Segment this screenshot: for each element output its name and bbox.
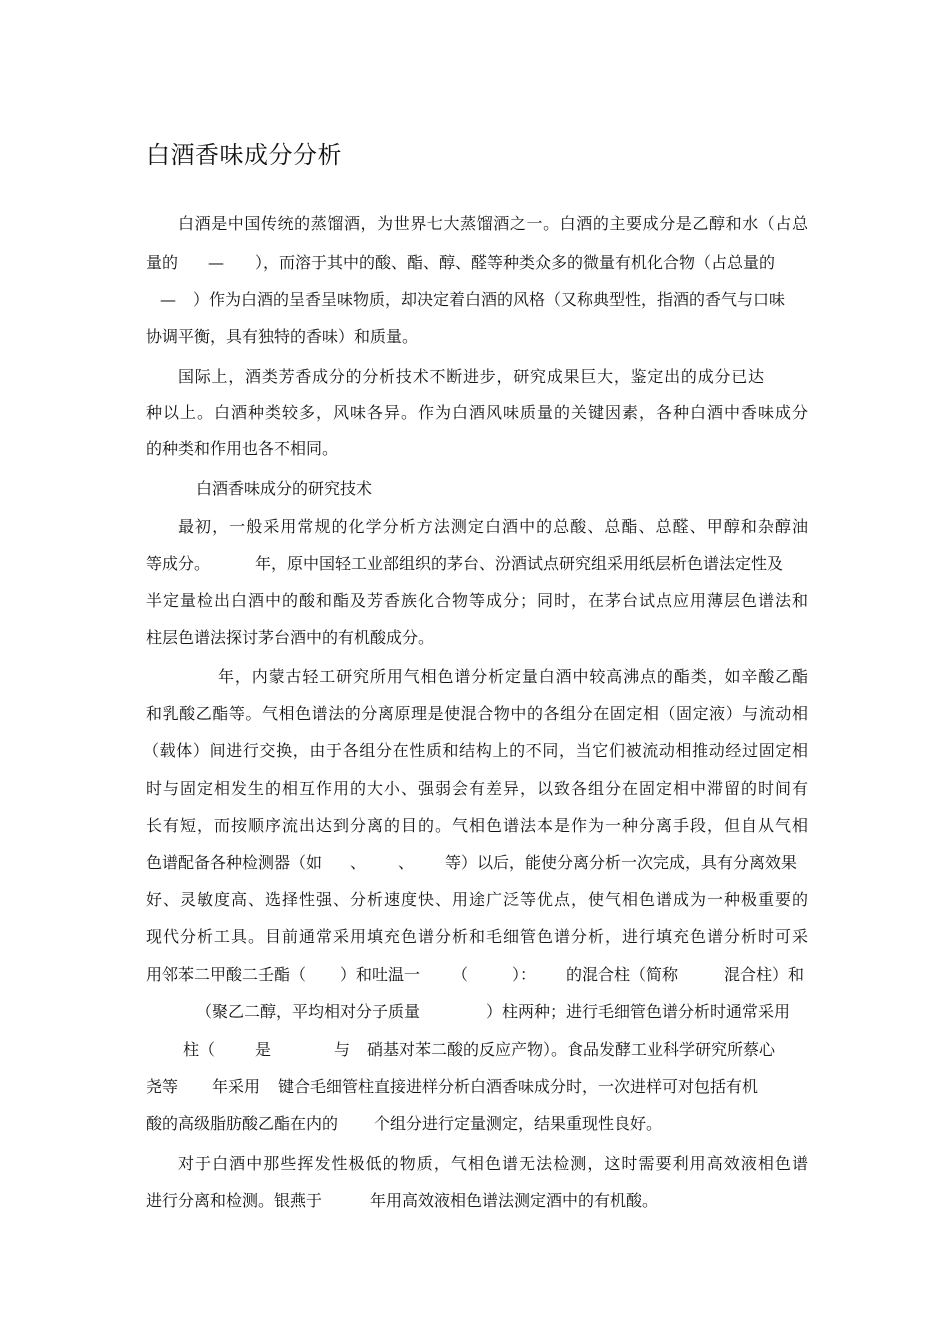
text-segment: 量的 bbox=[146, 253, 179, 272]
text-line: 最初，一般采用常规的化学分析方法测定白酒中的总酸、总酯、总醛、甲醇和杂醇油 bbox=[178, 517, 810, 536]
text-line: 对于白酒中那些挥发性极低的物质，气相色谱无法检测，这时需要利用高效液相色谱 bbox=[178, 1154, 810, 1173]
text-segment: 等成分。 bbox=[146, 554, 211, 573]
text-segment: 混合柱）和 bbox=[724, 965, 805, 984]
text-line: 半定量检出白酒中的酸和酯及芳香族化合物等成分；同时，在茅台试点应用薄层色谱法和 bbox=[146, 591, 809, 610]
text-segment: 年采用 bbox=[212, 1077, 261, 1096]
text-segment: 色谱配备各种检测器（如 bbox=[146, 853, 323, 872]
text-segment: 个组分进行定量测定，结果重现性良好。 bbox=[374, 1114, 663, 1133]
text-segment: 柱（ bbox=[183, 1040, 216, 1059]
text-line: 白酒是中国传统的蒸馏酒，为世界七大蒸馏酒之一。白酒的主要成分是乙醇和水（占总 bbox=[178, 214, 809, 233]
text-segment: 进行分离和检测。银燕于 bbox=[146, 1191, 323, 1210]
text-segment: 硝基对苯二酸的反应产物）。食品发酵工业科学研究所蔡心 bbox=[367, 1040, 776, 1059]
text-segment: 与 bbox=[334, 1040, 351, 1059]
text-segment: ）和吐温一 bbox=[340, 965, 421, 984]
text-segment: ）柱两种；进行毛细管色谱分析时通常采用 bbox=[486, 1002, 791, 1021]
text-segment: — bbox=[208, 253, 224, 272]
text-segment: 是 bbox=[255, 1040, 272, 1059]
text-segment: 等）以后，能使分离分析一次完成，具有分离效果 bbox=[445, 853, 798, 872]
text-segment: 的混合柱（简称 bbox=[566, 965, 679, 984]
text-segment: 尧等 bbox=[146, 1077, 179, 1096]
text-line: 种以上。白酒种类较多，风味各异。作为白酒风味质量的关键因素，各种白酒中香味成分 bbox=[146, 403, 809, 422]
text-segment: 用邻苯二甲酸二壬酯（ bbox=[146, 965, 307, 984]
text-line: 现代分析工具。目前通常采用填充色谱分析和毛细管色谱分析，进行填充色谱分析时可采 bbox=[146, 927, 809, 946]
text-line: 的种类和作用也各不相同。 bbox=[146, 439, 339, 458]
text-line: 年，内蒙古轻工研究所用气相色谱分析定量白酒中较高沸点的酯类，如辛酸乙酯 bbox=[218, 667, 809, 686]
document-title: 白酒香味成分分析 bbox=[146, 141, 342, 169]
text-segment: 年用高效液相色谱法测定酒中的有机酸。 bbox=[370, 1191, 659, 1210]
text-line: （载体）间进行交换，由于各组分在性质和结构上的不同，当它们被流动相推动经过固定相 bbox=[143, 741, 809, 760]
text-segment: 键合毛细管柱直接进样分析白酒香味成分时，一次进样可对包括有机 bbox=[278, 1077, 759, 1096]
text-segment: 、 bbox=[350, 853, 367, 872]
text-line: 国际上，酒类芳香成分的分析技术不断进步，研究成果巨大，鉴定出的成分已达 bbox=[178, 367, 765, 386]
text-line: 白酒香味成分的研究技术 bbox=[196, 479, 373, 498]
text-segment: 年，原中国轻工业部组织的茅台、汾酒试点研究组采用纸层析色谱法定性及 bbox=[255, 554, 784, 573]
text-segment: 、 bbox=[398, 853, 415, 872]
text-line: 和乳酸乙酯等。气相色谱法的分离原理是使混合物中的各组分在固定相（固定液）与流动相 bbox=[146, 704, 809, 723]
text-segment: — bbox=[160, 290, 176, 309]
text-line: 好、灵敏度高、选择性强、分析速度快、用途广泛等优点，使气相色谱成为一种极重要的 bbox=[146, 890, 809, 909]
text-segment: ）： bbox=[512, 965, 537, 984]
text-line: 长有短，而按顺序流出达到分离的目的。气相色谱法本是作为一种分离手段，但自从气相 bbox=[146, 816, 809, 835]
text-segment: ）作为白酒的呈香呈味物质，却决定着白酒的风格（又称典型性，指酒的香气与口味 bbox=[193, 290, 786, 309]
text-line: 柱层色谱法探讨茅台酒中的有机酸成分。 bbox=[146, 628, 435, 647]
text-line: 时与固定相发生的相互作用的大小、强弱会有差异，以致各组分在固定相中滞留的时间有 bbox=[146, 779, 809, 798]
text-line: 协调平衡，具有独特的香味）和质量。 bbox=[146, 327, 419, 346]
text-segment: ），而溶于其中的酸、酯、醇、醛等种类众多的微量有机化合物（占总量的 bbox=[255, 253, 776, 272]
text-segment: （ bbox=[452, 965, 469, 984]
text-segment: 酸的高级脂肪酸乙酯在内的 bbox=[146, 1114, 339, 1133]
text-segment: （聚乙二醇，平均相对分子质量 bbox=[196, 1002, 421, 1021]
